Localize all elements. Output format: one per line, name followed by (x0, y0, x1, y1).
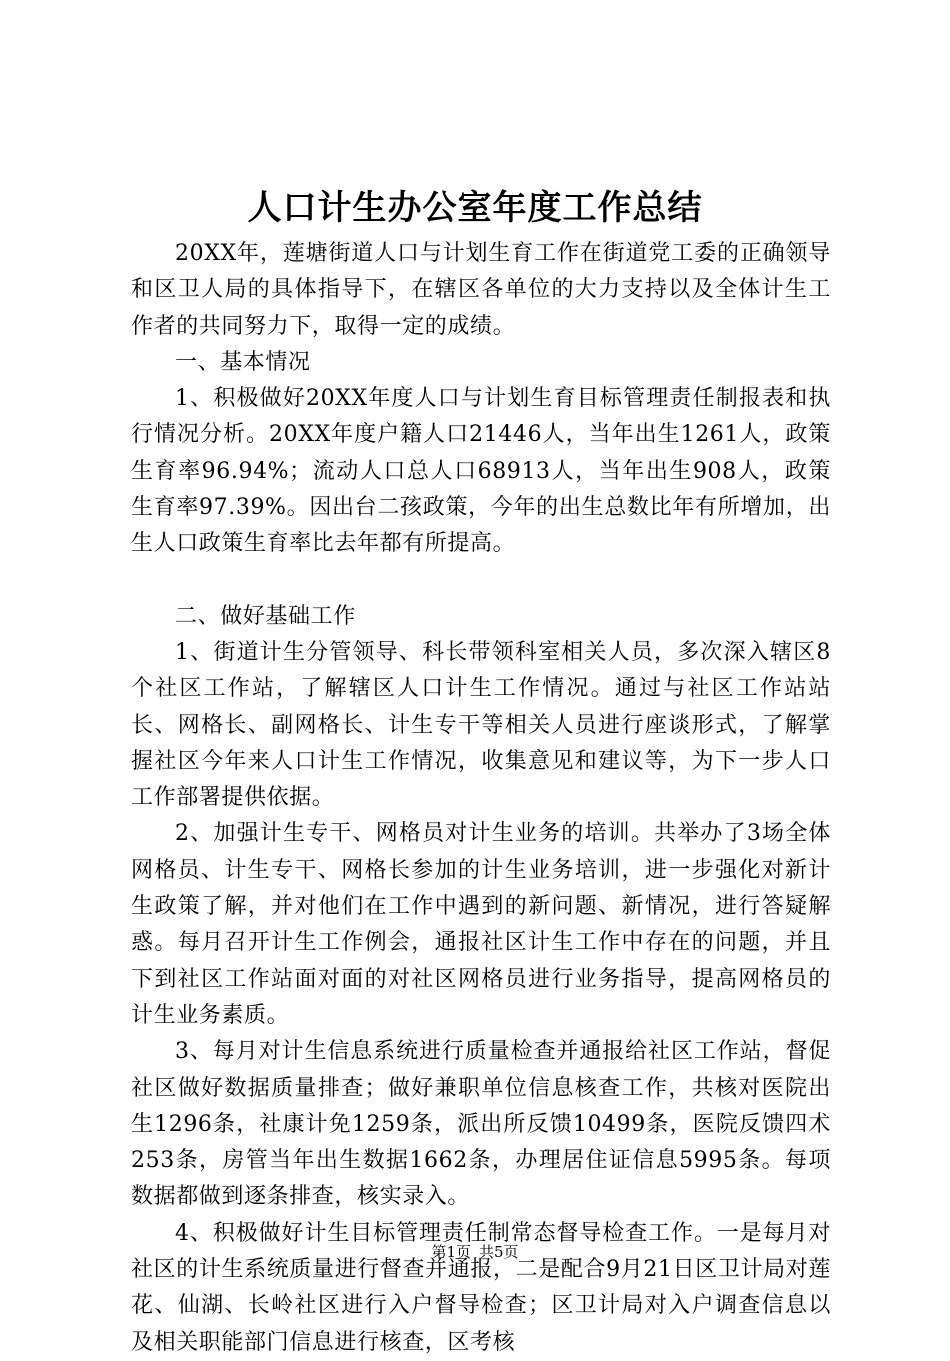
foundation-item-3: 3、每月对计生信息系统进行质量检查并通报给社区工作站，督促社区做好数据质量排查；做好兼职单位信息核查工作，共核对医院出生1296条，社康计免1259条，派出所反馈10499条，医院反馈四术253条，房管当年出生数据1662条，办理居住证信息5995条。每项数据都做到逐条排查，核实录入。 (131, 1039, 831, 1210)
document-body (131, 236, 831, 1361)
foundation-item-2: 2、加强计生专干、网格员对计生业务的培训。共举办了3场全体网格员、计生专干、网格长参加的计生业务培训，进一步强化对新计生政策了解，并对他们在工作中遇到的新问题、新情况，进行答疑解惑。每月召开计生工作例会，通报社区计生工作中存在的问题，并且下到社区工作站面对面的对社区网格员进行业务指导，提高网格员的计生业务素质。 (131, 821, 831, 1028)
foundation-item-1: 1、街道计生分管领导、科长带领科室相关人员，多次深入辖区8个社区工作站，了解辖区人口计生工作情况。通过与社区工作站站长、网格长、副网格长、计生专干等相关人员进行座谈形式，了解掌握社区今年来人口计生工作情况，收集意见和建议等，为下一步人口工作部署提供依据。 (131, 639, 831, 811)
document-title: 人口计生办公室年度工作总结 (247, 188, 703, 228)
page-total: 共5页 (479, 1243, 519, 1261)
section-heading-foundation: 二、做好基础工作 (175, 603, 356, 629)
basic-item-1: 1、积极做好20XX年度人口与计划生育目标管理责任制报表和执行情况分析。20XX年度户籍人口21446人，当年出生1261人，政策生育率96.94%；流动人口总人口68913人，当年出生908人，政策生育率97.39%。因出台二孩政策，今年的出生总数比年有所增加，出生人口政策生育率比去年都有所提高。 (131, 386, 831, 557)
section-heading-basic: 一、基本情况 (175, 349, 311, 375)
intro-paragraph: 20XX年，莲塘街道人口与计划生育工作在街道党工委的正确领导和区卫人局的具体指导下，在辖区各单位的大力支持以及全体计生工作者的共同努力下，取得一定的成绩。 (131, 241, 831, 339)
paragraph-gap (131, 563, 831, 599)
foundation-item-4: 4、积极做好计生目标管理责任制常态督导检查工作。一是每月对社区的计生系统质量进行督查并通报，二是配合9月21日区卫计局对莲花、仙湖、长岭社区进行入户督导检查；区卫计局对入户调查信息以及相关职能部门信息进行核查，区考核 (131, 1220, 831, 1355)
page-number: 第1页 (431, 1243, 471, 1261)
page-footer (0, 1240, 950, 1264)
